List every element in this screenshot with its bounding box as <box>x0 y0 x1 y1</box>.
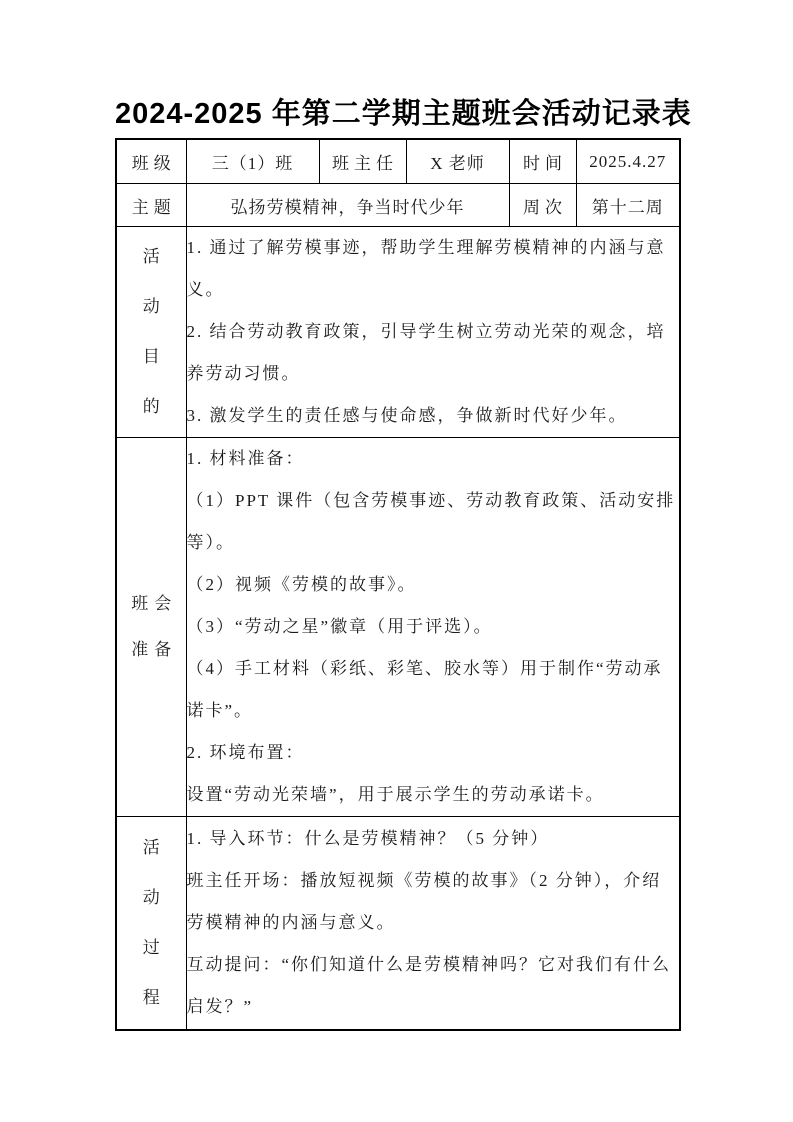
topic-label: 主题 <box>116 184 186 227</box>
class-label: 班级 <box>116 139 186 184</box>
preparation-item: （4）手工材料（彩纸、彩笔、胶水等）用于制作“劳动承诺卡”。 <box>186 659 663 720</box>
meeting-preparation-content <box>186 438 680 817</box>
purpose-item: 3. 激发学生的责任感与使命感，争做新时代好少年。 <box>186 406 628 425</box>
process-item: 互动提问：“你们知道什么是劳模精神吗？它对我们有什么启发？” <box>186 955 672 1016</box>
activity-purpose-header <box>116 227 186 438</box>
week-value: 第十二周 <box>576 184 680 227</box>
preparation-item: 1. 材料准备： <box>186 449 305 468</box>
vertical-header-char: 动 <box>142 297 160 316</box>
vertical-header-char: 目 <box>142 347 160 366</box>
class-value: 三（1）班 <box>186 139 319 184</box>
activity-purpose-row <box>116 227 680 438</box>
preparation-item: 设置“劳动光荣墙”，用于展示学生的劳动承诺卡。 <box>186 785 605 804</box>
activity-process-row <box>116 817 680 1031</box>
process-item: 1. 导入环节：什么是劳模精神？（5 分钟） <box>186 829 550 848</box>
preparation-item: （1）PPT 课件（包含劳模事迹、劳动教育政策、活动安排等）。 <box>186 491 676 552</box>
class-meeting-record-table <box>115 138 681 1031</box>
vertical-header-char: 动 <box>142 888 160 907</box>
purpose-item: 2. 结合劳动教育政策，引导学生树立劳动光荣的观念，培养劳动习惯。 <box>186 322 666 383</box>
preparation-item: （3）“劳动之星”徽章（用于评选）。 <box>186 617 493 636</box>
activity-process-header <box>116 817 186 1031</box>
process-item: 班主任开场：播放短视频《劳模的故事》（2 分钟），介绍劳模精神的内涵与意义。 <box>186 871 662 932</box>
meeting-preparation-row <box>116 438 680 817</box>
preparation-item: （2）视频《劳模的故事》。 <box>186 575 417 594</box>
preparation-item: 2. 环境布置： <box>186 743 305 762</box>
vertical-header-char: 过 <box>142 938 160 957</box>
vertical-header-line: 准备 <box>131 640 178 659</box>
page-title: 2024-2025 年第二学期主题班会活动记录表 <box>115 98 692 130</box>
teacher-value: X 老师 <box>406 139 509 184</box>
vertical-header-char: 活 <box>142 838 160 857</box>
vertical-header-line: 班会 <box>131 594 178 613</box>
meeting-preparation-header <box>116 438 186 817</box>
time-label: 时间 <box>509 139 576 184</box>
purpose-item: 1. 通过了解劳模事迹，帮助学生理解劳模精神的内涵与意义。 <box>186 238 666 299</box>
vertical-header-char: 程 <box>142 988 160 1007</box>
activity-purpose-content <box>186 227 680 438</box>
week-label: 周次 <box>509 184 576 227</box>
vertical-header-char: 的 <box>142 397 160 416</box>
vertical-header-char: 活 <box>142 247 160 266</box>
basic-info-row <box>116 139 680 184</box>
topic-value: 弘扬劳模精神，争当时代少年 <box>186 184 509 227</box>
activity-process-content <box>186 817 680 1031</box>
teacher-label: 班主任 <box>319 139 406 184</box>
time-value: 2025.4.27 <box>576 139 680 184</box>
topic-row <box>116 184 680 227</box>
